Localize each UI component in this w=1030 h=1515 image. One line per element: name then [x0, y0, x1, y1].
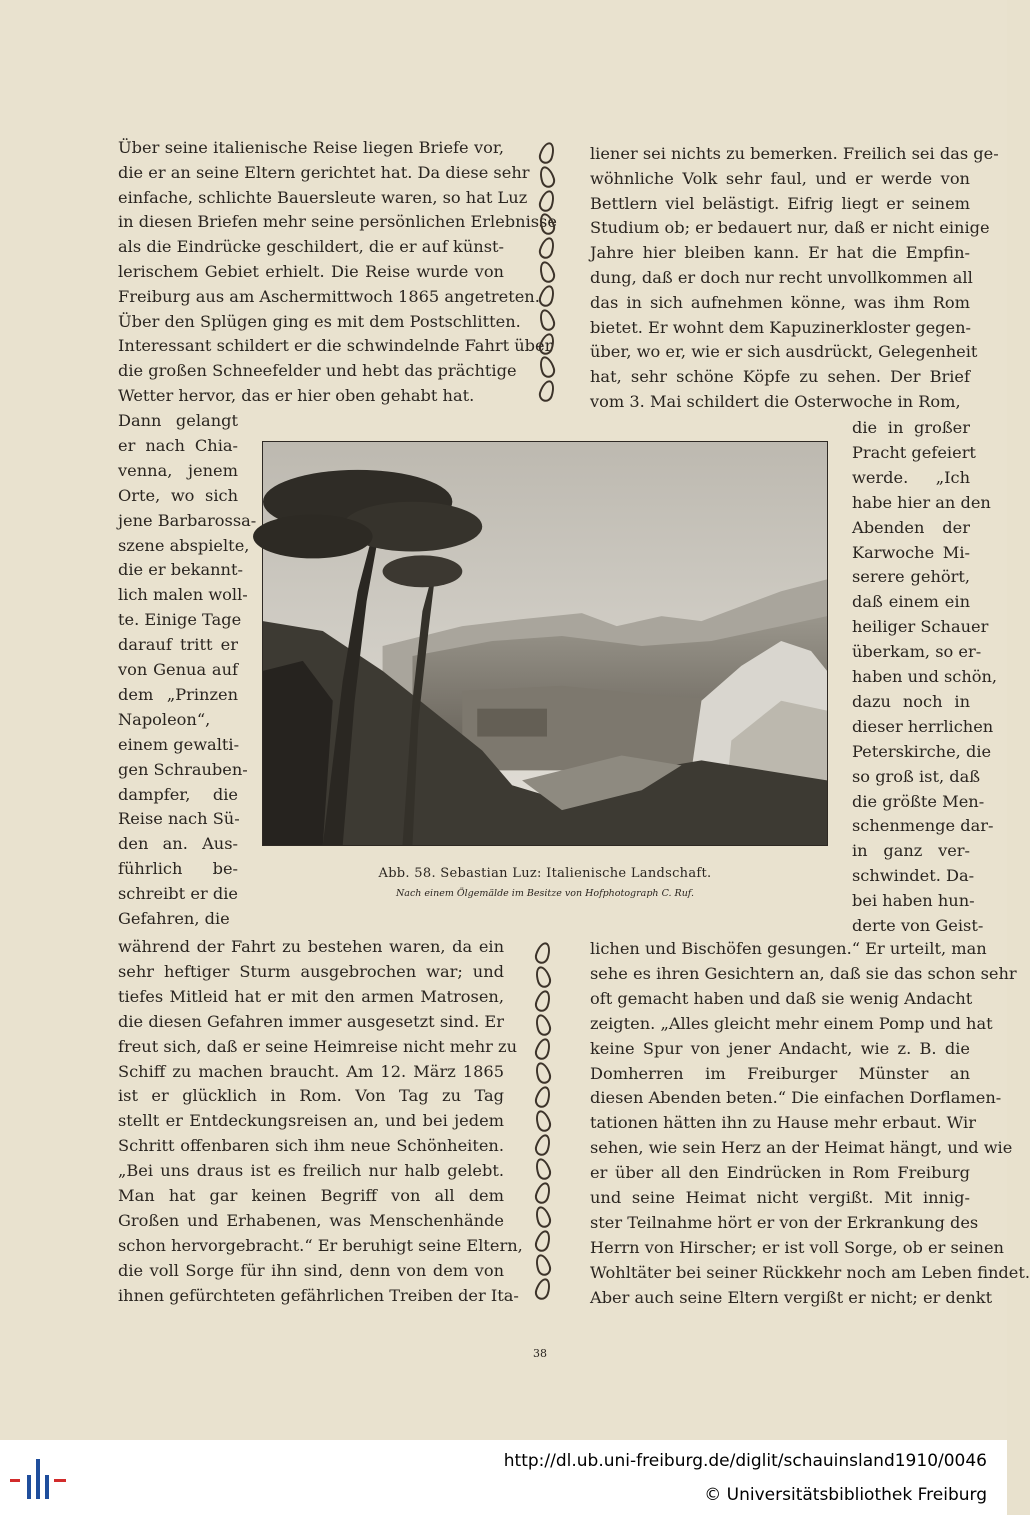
text-line: so groß ist, daß: [852, 766, 981, 786]
text-line: gen Schrauben-: [118, 759, 248, 779]
text-line: schwindet. Da-: [852, 866, 975, 886]
vine-leaf-icon: [533, 1060, 553, 1085]
text-line: lich malen woll-: [118, 585, 248, 605]
vine-leaf-icon: [533, 1156, 553, 1181]
vine-leaf-icon: [533, 1108, 553, 1133]
vine-leaf-icon: [537, 140, 557, 165]
text-line: Abenden der: [852, 517, 970, 537]
vine-ornament-icon: [536, 141, 558, 403]
vine-ornament-icon: [532, 941, 554, 1303]
text-line: serere gehört,: [852, 567, 970, 587]
text-line: Wohltäter bei seiner Rückkehr noch am Leben findet.: [590, 1262, 1030, 1282]
text-line: sehr heftiger Sturm ausgebrochen war; und: [118, 961, 504, 981]
text-line: freut sich, daß er seine Heimreise nicht mehr zu: [118, 1036, 517, 1056]
text-line: te. Einige Tage: [118, 610, 242, 630]
source-url-link[interactable]: http://dl.ub.uni-freiburg.de/diglit/schauinsland1910/0046: [503, 1451, 987, 1471]
text-line: ihnen gefürchteten gefährlichen Treiben der Ita-: [118, 1285, 519, 1305]
text-line: Pracht gefeiert: [852, 442, 976, 462]
text-line: ist er glücklich in Rom. Von Tag zu Tag: [118, 1086, 504, 1106]
text-line: von Genua auf: [118, 660, 238, 679]
text-line: die er bekannt-: [118, 560, 243, 580]
text-line: über, wo er, wie er sich ausdrückt, Gelegenheit: [590, 342, 978, 362]
text-line: werde. „Ich: [852, 467, 970, 487]
text-line: Wetter hervor, das er hier oben gehabt hat.: [118, 386, 475, 405]
vine-leaf-icon: [533, 1252, 553, 1277]
page-number: 38: [533, 1347, 547, 1360]
text-line: tiefes Mitleid hat er mit den armen Matrosen,: [118, 986, 504, 1006]
text-line: keine Spur von jener Andacht, wie z. B. die: [590, 1038, 970, 1058]
text-line: während der Fahrt zu bestehen waren, da ein: [118, 937, 504, 956]
text-line: lichen und Bischöfen gesungen.“ Er urteilt, man: [590, 939, 987, 958]
text-line: das in sich aufnehmen könne, was ihm Rom: [590, 292, 970, 312]
vine-leaf-icon: [533, 940, 553, 965]
text-line: liener sei nichts zu bemerken. Freilich sei das ge-: [590, 144, 999, 163]
text-line: Herrn von Hirscher; er ist voll Sorge, ob er seinen: [590, 1237, 1004, 1257]
text-line: er nach Chia-: [118, 435, 238, 455]
text-line: Man hat gar keinen Begriff von all dem: [118, 1186, 504, 1205]
text-line: Interessant schildert er die schwindelnde Fahrt über: [118, 336, 553, 356]
landscape-illustration: [262, 441, 828, 846]
text-line: die voll Sorge für ihn sind, denn von dem von: [118, 1260, 504, 1280]
text-line: Studium ob; er bedauert nur, daß er nicht einige: [590, 218, 990, 238]
text-line: die großen Schneefelder und hebt das prächtige: [118, 361, 517, 381]
text-line: heiliger Schauer: [852, 617, 989, 637]
text-line: tationen hätten ihn zu Hause mehr erbaut. Wir: [590, 1113, 976, 1133]
text-line: „Bei uns draus ist es freilich nur halb gelebt.: [118, 1161, 504, 1181]
text-line: habe hier an den: [852, 492, 991, 512]
text-line: einfache, schlichte Bauersleute waren, so hat Luz: [118, 187, 528, 207]
vine-leaf-icon: [533, 1012, 553, 1037]
text-line: Napoleon“,: [118, 709, 211, 729]
text-line: vom 3. Mai schildert die Osterwoche in Rom,: [590, 392, 961, 411]
text-line: bietet. Er wohnt dem Kapuzinerkloster gegen-: [590, 317, 972, 337]
text-line: derte von Geist-: [852, 916, 984, 935]
text-line: Gefahren, die: [118, 909, 230, 928]
text-line: Jahre hier bleiben kann. Er hat die Empfin-: [590, 243, 970, 263]
text-line: lerischem Gebiet erhielt. Die Reise wurde von: [118, 262, 504, 281]
text-line: Orte, wo sich: [118, 485, 238, 505]
text-line: den an. Aus-: [118, 834, 238, 854]
text-line: sehen, wie sein Herz an der Heimat hängt, und wie: [590, 1138, 1013, 1158]
text-line: die größte Men-: [852, 791, 985, 811]
text-line: einem gewalti-: [118, 734, 240, 754]
vine-leaf-icon: [533, 1036, 553, 1061]
text-line: jene Barbarossa-: [118, 510, 257, 530]
text-line: und seine Heimat nicht vergißt. Mit innig-: [590, 1188, 970, 1207]
repository-footer: [0, 1440, 1007, 1515]
vine-leaf-icon: [533, 1204, 553, 1229]
text-line: Schritt offenbaren sich ihm neue Schönheiten.: [118, 1136, 504, 1156]
vine-leaf-icon: [533, 988, 553, 1013]
vine-leaf-icon: [533, 1132, 553, 1157]
vine-leaf-icon: [537, 188, 557, 213]
text-line: darauf tritt er: [118, 635, 238, 655]
vine-leaf-icon: [533, 1180, 553, 1205]
vine-leaf-icon: [537, 307, 557, 332]
vine-leaf-icon: [537, 212, 557, 237]
text-line: Über seine italienische Reise liegen Briefe vor,: [118, 138, 504, 157]
text-line: er über all den Eindrücken in Rom Freiburg: [590, 1163, 970, 1183]
vine-leaf-icon: [537, 378, 557, 403]
text-line: die in großer: [852, 418, 970, 437]
vine-leaf-icon: [537, 331, 557, 356]
figure-caption: Abb. 58. Sebastian Luz: Italienische Landschaft.: [378, 866, 712, 881]
text-line: Peterskirche, die: [852, 741, 992, 761]
text-line: Über den Splügen ging es mit dem Postschlitten.: [118, 311, 521, 331]
text-line: Karwoche Mi-: [852, 542, 970, 562]
text-line: dampfer, die: [118, 784, 238, 804]
text-line: Aber auch seine Eltern vergißt er nicht; er denkt: [590, 1287, 993, 1307]
text-line: Dann gelangt: [118, 411, 238, 430]
text-line: die er an seine Eltern gerichtet hat. Da diese sehr: [118, 162, 530, 182]
text-line: oft gemacht haben und daß sie wenig Andacht: [590, 988, 973, 1008]
text-line: Bettlern viel belästigt. Eifrig liegt er seinem: [590, 193, 970, 213]
text-line: dazu noch in: [852, 691, 970, 711]
text-line: sehe es ihren Gesichtern an, daß sie das schon sehr: [590, 963, 1017, 983]
vine-leaf-icon: [537, 236, 557, 261]
text-line: Domherren im Freiburger Münster an: [590, 1063, 970, 1083]
vine-leaf-icon: [537, 164, 557, 189]
vine-leaf-icon: [533, 964, 553, 989]
text-line: diesen Abenden beten.“ Die einfachen Dorflamen-: [590, 1088, 1002, 1108]
text-line: hat, sehr schöne Köpfe zu sehen. Der Brief: [590, 367, 970, 387]
text-line: Schiff zu machen braucht. Am 12. März 1865: [118, 1061, 504, 1081]
vine-leaf-icon: [533, 1276, 553, 1301]
text-line: schenmenge dar-: [852, 816, 994, 836]
vine-leaf-icon: [537, 259, 557, 284]
text-line: schon hervorgebracht.“ Er beruhigt seine Eltern,: [118, 1235, 523, 1255]
vine-leaf-icon: [537, 283, 557, 308]
vine-leaf-icon: [533, 1084, 553, 1109]
text-line: haben und schön,: [852, 667, 998, 686]
text-line: überkam, so er-: [852, 642, 982, 662]
text-line: Großen und Erhabenen, was Menschenhände: [118, 1210, 504, 1230]
text-line: daß einem ein: [852, 592, 970, 612]
text-line: dem „Prinzen: [118, 684, 238, 704]
vine-leaf-icon: [537, 355, 557, 380]
text-line: die diesen Gefahren immer ausgesetzt sind. Er: [118, 1011, 504, 1031]
text-line: wöhnliche Volk sehr faul, und er werde von: [590, 168, 970, 188]
text-line: in diesen Briefen mehr seine persönlichen Erlebnisse: [118, 212, 557, 232]
text-line: stellt er Entdeckungsreisen an, und bei jedem: [118, 1111, 504, 1131]
text-line: ster Teilnahme hört er von der Erkrankung des: [590, 1212, 979, 1232]
copyright-notice: © Universitätsbibliothek Freiburg: [704, 1485, 987, 1505]
text-line: szene abspielte,: [118, 535, 250, 555]
text-line: als die Eindrücke geschildert, die er auf künst-: [118, 237, 504, 257]
text-line: dung, daß er doch nur recht unvollkommen all: [590, 268, 973, 287]
text-line: Freiburg aus am Aschermittwoch 1865 angetreten.: [118, 286, 540, 306]
text-line: Reise nach Sü-: [118, 809, 240, 829]
text-line: dieser herrlichen: [852, 716, 994, 736]
vine-leaf-icon: [533, 1228, 553, 1253]
figure-credit: Nach einem Ölgemälde im Besitze von Hofphotograph C. Ruf.: [395, 888, 695, 899]
ub-freiburg-logo-icon: [10, 1453, 66, 1505]
text-line: führlich be-: [118, 859, 238, 879]
text-line: schreibt er die: [118, 884, 238, 904]
landscape-painting-image: [263, 442, 827, 845]
text-line: in ganz ver-: [852, 841, 970, 861]
text-line: zeigten. „Alles gleicht mehr einem Pomp und hat: [590, 1013, 993, 1033]
text-line: bei haben hun-: [852, 891, 975, 911]
text-line: venna, jenem: [118, 460, 238, 480]
